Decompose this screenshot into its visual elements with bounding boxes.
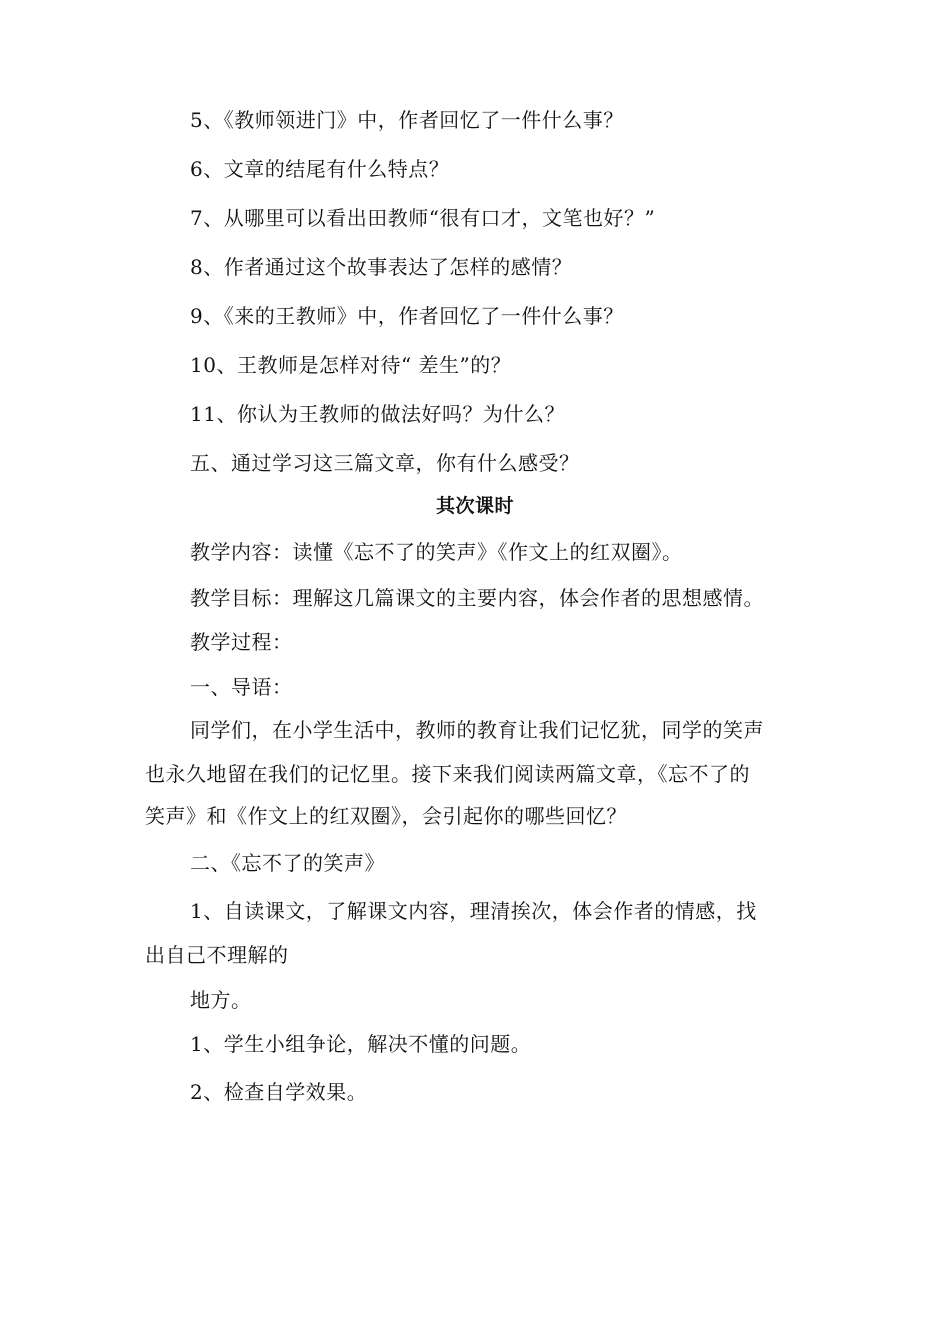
step-1-line-2: 出自己不理解的	[145, 943, 289, 967]
lesson-process: 教学过程：	[190, 630, 293, 654]
intro-heading: 一、导语：	[190, 675, 293, 699]
part-2-heading: 二、《忘不了的笑声》	[190, 851, 385, 875]
section-title: 其次课时	[435, 495, 514, 517]
question-10: 10、王教师是怎样对待“ 差生”的？	[190, 353, 512, 377]
question-part-5: 五、通过学习这三篇文章，你有什么感受？	[190, 451, 580, 475]
step-discussion: 1、学生小组争论，解决不懂的问题。	[190, 1032, 532, 1056]
question-11: 11、你认为王教师的做法好吗？为什么？	[190, 402, 565, 426]
step-1-line-3: 地方。	[190, 988, 252, 1012]
step-check: 2、检查自学效果。	[190, 1080, 368, 1104]
question-7: 7、从哪里可以看出田教师“很有口才，文笔也好？”	[190, 206, 656, 230]
question-9: 9、《来的王教师》中，作者回忆了一件什么事？	[190, 304, 624, 328]
intro-paragraph-line-3: 笑声》和《作文上的红双圈》，会引起你的哪些回忆？	[145, 804, 627, 828]
lesson-goal: 教学目标：理解这几篇课文的主要内容，体会作者的思想感情。	[190, 586, 764, 610]
question-8: 8、作者通过这个故事表达了怎样的感情？	[190, 255, 573, 279]
lesson-content: 教学内容：读懂《忘不了的笑声》《作文上的红双圈》。	[190, 540, 683, 564]
intro-paragraph-line-1: 同学们，在小学生活中，教师的教育让我们记忆犹，同学的笑声	[190, 718, 764, 742]
intro-paragraph-line-2: 也永久地留在我们的记忆里。接下来我们阅读两篇文章，《忘不了的	[145, 762, 750, 786]
step-1-line-1: 1、自读课文，了解课文内容，理清挨次，体会作者的情感，找	[190, 899, 757, 923]
question-5: 5、《教师领进门》中，作者回忆了一件什么事？	[190, 108, 624, 132]
question-6: 6、文章的结尾有什么特点？	[190, 157, 450, 181]
